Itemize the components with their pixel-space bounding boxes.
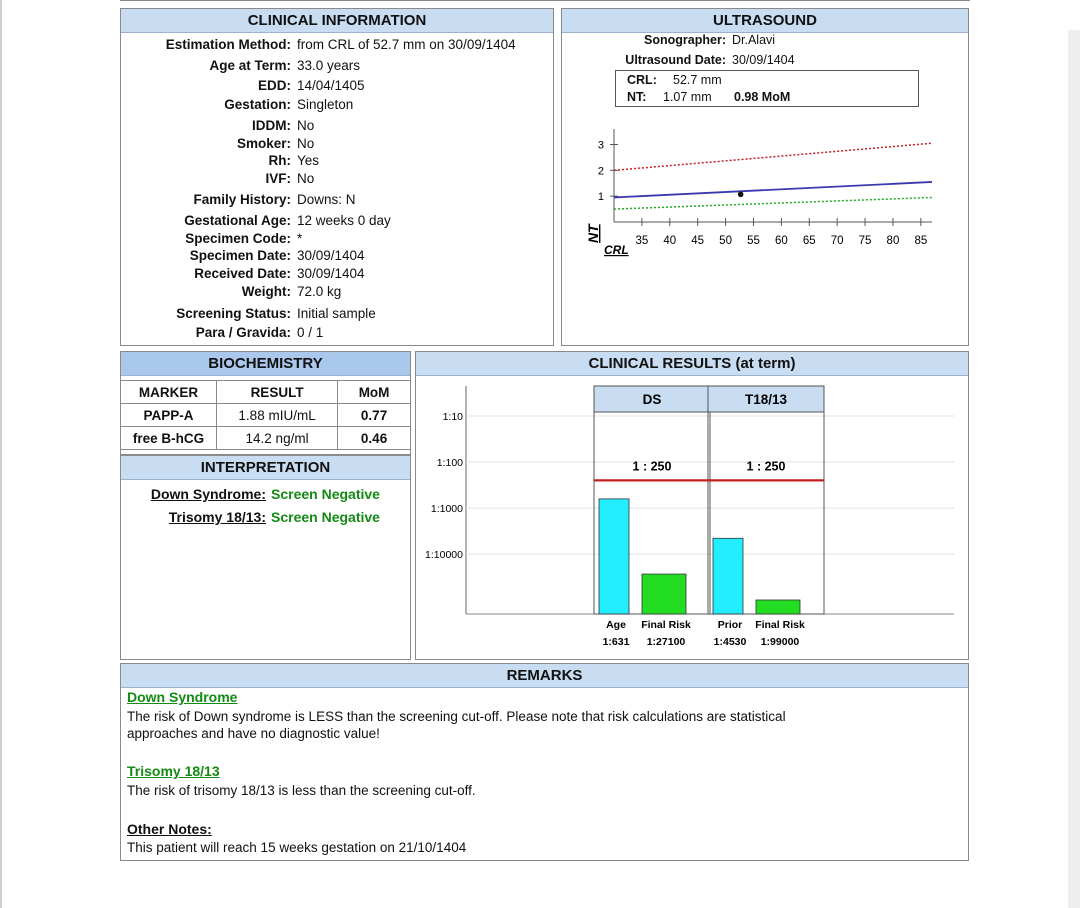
clinical-row-value: Yes xyxy=(297,153,320,168)
clinical-row xyxy=(121,283,551,301)
y-tick-label: 1:100 xyxy=(436,457,463,470)
y-tick-label: 1:10000 xyxy=(425,549,463,562)
bar-value-label: 1:99000 xyxy=(760,636,800,648)
clinical-row-value: from CRL of 52.7 mm on 30/09/1404 xyxy=(297,37,516,52)
risk-bar xyxy=(599,499,629,614)
ultrasound-date-value: 30/09/1404 xyxy=(732,53,795,67)
remarks-title: REMARKS xyxy=(121,664,968,688)
clinical-row-label: Gestational Age: xyxy=(184,213,291,228)
remarks-down-syndrome-heading: Down Syndrome xyxy=(127,689,238,705)
clinical-row-label: Smoker: xyxy=(236,136,291,151)
x-tick-label: 80 xyxy=(886,235,900,247)
biochemistry-panel xyxy=(120,351,411,455)
x-tick-label: 45 xyxy=(691,235,705,247)
clinical-row-value: No xyxy=(297,136,315,151)
y-axis-label: NT xyxy=(585,224,601,243)
remarks-down-syndrome-line-2: approaches and have no diagnostic value! xyxy=(127,726,380,741)
interpretation-panel xyxy=(120,455,411,660)
clinical-row-value: 14/04/1405 xyxy=(297,78,365,93)
measurement-box xyxy=(615,70,919,107)
series-line-upper xyxy=(614,143,932,170)
remarks-trisomy-line-1: The risk of trisomy 18/13 is less than the screening cut-off. xyxy=(127,783,476,798)
x-axis-label: CRL xyxy=(604,243,629,257)
nt-label: NT: xyxy=(627,90,647,104)
clinical-row xyxy=(121,305,551,323)
ultrasound-title: ULTRASOUND xyxy=(562,9,968,33)
clinical-row-value: No xyxy=(297,171,315,186)
page-edge-left xyxy=(0,0,2,908)
remarks-other-notes-heading: Other Notes: xyxy=(127,821,212,837)
clinical-row-label: Weight: xyxy=(241,284,291,299)
cutoff-label: 1 : 250 xyxy=(746,459,786,474)
clinical-row-label: Age at Term: xyxy=(209,58,291,73)
y-tick-label: 1:1000 xyxy=(430,503,463,516)
clinical-row xyxy=(121,265,551,283)
clinical-row xyxy=(121,247,551,265)
clinical-row xyxy=(121,324,551,342)
trisomy-result: Screen Negative xyxy=(271,509,380,525)
clinical-row-label: EDD: xyxy=(258,78,291,93)
sonographer-value: Dr.Alavi xyxy=(732,33,776,47)
y-tick-label: 2 xyxy=(597,165,604,178)
clinical-row-label: IDDM: xyxy=(252,118,291,133)
risk-bar-chart xyxy=(416,376,968,660)
risk-bar xyxy=(642,574,686,614)
clinical-row-value: * xyxy=(297,231,303,246)
bar-label: Age xyxy=(606,619,626,631)
down-syndrome-result: Screen Negative xyxy=(271,486,380,502)
clinical-row-value: 0 / 1 xyxy=(297,325,324,340)
clinical-row-value: Singleton xyxy=(297,97,354,112)
result-cell: 1.88 mIU/mL xyxy=(217,404,338,427)
clinical-row-value: 30/09/1404 xyxy=(297,266,365,281)
group-title: T18/13 xyxy=(744,392,788,407)
clinical-row-value: Downs: N xyxy=(297,192,356,207)
remarks-trisomy-heading: Trisomy 18/13 xyxy=(127,763,220,779)
clinical-row-value: 12 weeks 0 day xyxy=(297,213,391,228)
table-row xyxy=(121,427,411,450)
page-edge-right xyxy=(1068,30,1080,908)
table-row xyxy=(121,404,411,427)
x-tick-label: 35 xyxy=(635,235,649,247)
marker-cell: free B-hCG xyxy=(121,427,217,450)
y-tick-label: 1:10 xyxy=(442,411,463,423)
x-tick-label: 75 xyxy=(858,235,872,247)
remarks-other-notes-line-1: This patient will reach 15 weeks gestation on 21/10/1404 xyxy=(127,840,467,855)
nt-value: 1.07 mm xyxy=(663,90,712,104)
clinical-row-label: IVF: xyxy=(265,171,291,186)
trisomy-label: Trisomy 18/13: xyxy=(168,509,266,525)
ultrasound-panel xyxy=(561,8,969,346)
risk-bar xyxy=(713,538,743,614)
clinical-row-value: No xyxy=(297,118,315,133)
top-rule xyxy=(120,0,970,1)
bar-value-label: 1:631 xyxy=(602,636,630,648)
clinical-row-label: Estimation Method: xyxy=(165,37,291,52)
x-tick-label: 55 xyxy=(747,235,760,247)
y-tick-label: 1 xyxy=(597,191,604,204)
mom-cell: 0.77 xyxy=(338,404,411,427)
clinical-row-value: Initial sample xyxy=(297,306,376,321)
clinical-row-value: 72.0 kg xyxy=(297,284,342,299)
clinical-row-label: Gestation: xyxy=(224,97,291,112)
clinical-row xyxy=(121,170,551,188)
bar-value-label: 1:27100 xyxy=(646,636,686,648)
clinical-row xyxy=(121,117,551,135)
crl-label: CRL: xyxy=(627,73,657,87)
clinical-row-label: Family History: xyxy=(193,192,291,207)
clinical-row-label: Rh: xyxy=(268,153,291,168)
bar-label: Final Risk xyxy=(755,619,805,631)
bar-label: Final Risk xyxy=(641,619,691,631)
clinical-row xyxy=(121,212,551,230)
interpretation-title: INTERPRETATION xyxy=(121,456,410,480)
clinical-row xyxy=(121,152,551,170)
clinical-row-label: Specimen Code: xyxy=(185,231,291,246)
group-title: DS xyxy=(642,392,662,407)
clinical-row-value: 33.0 years xyxy=(297,58,361,73)
mom-header: MoM xyxy=(338,381,411,404)
result-header: RESULT xyxy=(217,381,338,404)
nt-data-point xyxy=(738,192,744,198)
remarks-down-syndrome-line-1: The risk of Down syndrome is LESS than the screening cut-off. Please note that risk calculations are statistical xyxy=(127,709,786,724)
clinical-row-label: Screening Status: xyxy=(176,306,291,321)
down-syndrome-label: Down Syndrome: xyxy=(150,486,266,502)
clinical-row xyxy=(121,135,551,153)
clinical-row-label: Para / Gravida: xyxy=(195,325,291,340)
crl-value: 52.7 mm xyxy=(673,73,722,87)
clinical-row xyxy=(121,36,551,54)
result-cell: 14.2 ng/ml xyxy=(217,427,338,450)
remarks-panel xyxy=(120,663,969,861)
clinical-row xyxy=(121,77,551,95)
clinical-information-panel xyxy=(120,8,554,346)
biochemistry-header-row xyxy=(121,381,411,404)
biochemistry-table xyxy=(120,380,411,450)
clinical-results-title: CLINICAL RESULTS (at term) xyxy=(416,352,968,376)
clinical-row-value: 30/09/1404 xyxy=(297,248,365,263)
nt-crl-chart xyxy=(562,119,968,269)
marker-cell: PAPP-A xyxy=(121,404,217,427)
x-tick-label: 40 xyxy=(663,235,677,247)
x-tick-label: 50 xyxy=(719,235,732,247)
y-tick-label: 3 xyxy=(597,139,604,152)
marker-header: MARKER xyxy=(121,381,217,404)
x-tick-label: 70 xyxy=(830,235,844,247)
nt-mom-value: 0.98 MoM xyxy=(734,90,791,104)
sonographer-label: Sonographer: xyxy=(644,33,726,47)
clinical-row xyxy=(121,230,551,248)
x-tick-label: 60 xyxy=(774,235,788,247)
mom-cell: 0.46 xyxy=(338,427,411,450)
cutoff-label: 1 : 250 xyxy=(632,459,672,474)
clinical-row xyxy=(121,191,551,209)
clinical-row-label: Received Date: xyxy=(194,266,291,281)
x-tick-label: 85 xyxy=(914,235,928,247)
clinical-information-title: CLINICAL INFORMATION xyxy=(121,9,553,33)
bar-value-label: 1:4530 xyxy=(713,636,747,648)
series-line-lower xyxy=(614,197,932,209)
risk-bar xyxy=(756,600,800,614)
clinical-row-label: Specimen Date: xyxy=(189,248,291,263)
ultrasound-date-label: Ultrasound Date: xyxy=(625,53,726,67)
bar-label: Prior xyxy=(717,619,743,631)
clinical-results-panel xyxy=(415,351,969,660)
clinical-row xyxy=(121,57,551,75)
series-line-median xyxy=(614,182,932,198)
x-tick-label: 65 xyxy=(802,235,816,247)
clinical-row xyxy=(121,96,551,114)
biochemistry-title: BIOCHEMISTRY xyxy=(121,352,410,376)
